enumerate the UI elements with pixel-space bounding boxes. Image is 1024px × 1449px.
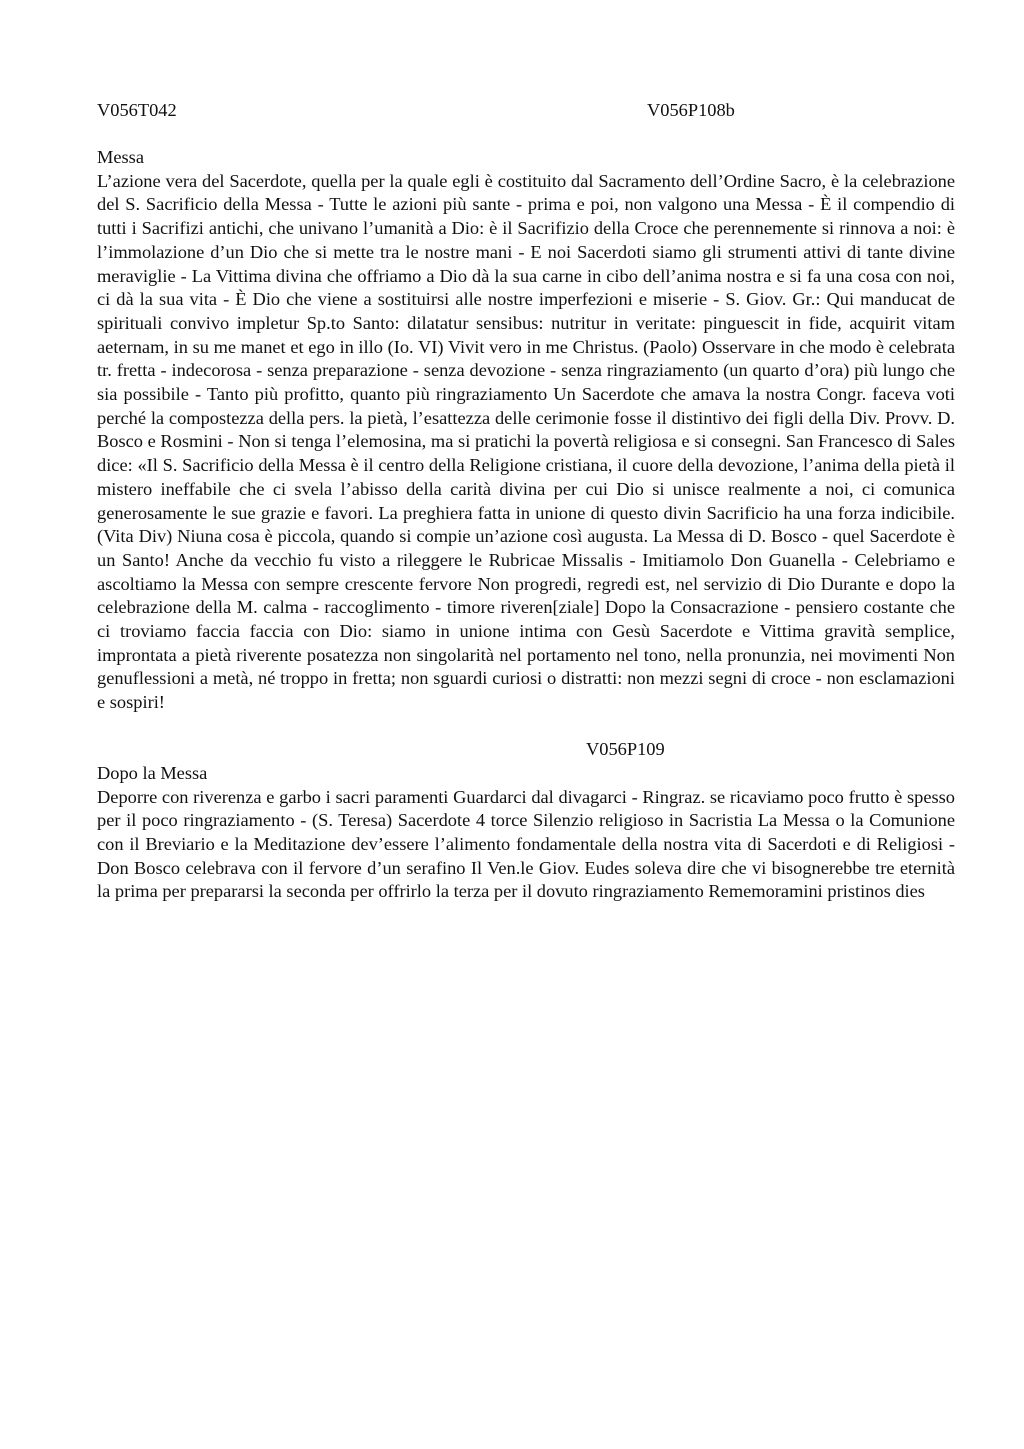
section-body-dopo-la-messa: Deporre con riverenza e garbo i sacri paramenti Guardarci dal divagarci - Ringraz. se ricaviamo poco frutto è spesso per il poco ringraziamento - (S. Teresa) Sacerdote 4 torce Silenzio religioso in Sacristia La Messa o la Comunione con il Breviario e la Meditazione dev’essere l’alimento fondamentale della nostra vita di Sacerdoti e di Religiosi - Don Bosco celebrava con il fervore d’un serafino Il Ven.le Giov. Eudes soleva dire che vi bisognerebbe tre eternità la prima per prepararsi la seconda per offrirlo la terza per il dovuto ringraziamento Rememoramini pristinos dies <box>97 786 955 902</box>
page-id-label-2: V056P109 <box>586 738 665 759</box>
section-title-messa: Messa <box>97 147 144 167</box>
page-id-label: V056P108b <box>647 100 735 120</box>
section-body-messa: L’azione vera del Sacerdote, quella per la quale egli è costituito dal Sacramento dell’Ordine Sacro, è la celebrazione del S. Sacrificio della Messa - Tutte le azioni più sante - prima e poi, non valgono una Messa - È il compendio di tutti i Sacrifizi antichi, che univano l’umanità a Dio: è il Sacrifizio della Croce che perennemente si rinnova a noi: è l’immolazione d’un Dio che si mette tra le nostre mani - E noi Sacerdoti siamo gli strumenti attivi di tante divine meraviglie - La Vittima divina che offriamo a Dio dà la sua carne in cibo dell’anima nostra e si fa una cosa con noi, ci dà la sua vita - È Dio che viene a sostituirsi alle nostre imperfezioni e miserie - S. Giov. Gr.: Qui manducat de spirituali convivo impletur Sp.to Santo: dilatatur sensibus: nutritur in veritate: pinguescit in fide, acquirit vitam aeternam, in su me manet et ego in illo (Io. VI) Vivit vero in me Christus. (Paolo) Osservare in che modo è celebrata tr. fretta - indecorosa - senza preparazione - senza devozione - senza ringraziamento (un quarto d’ora) più lungo che sia possibile - Tanto più profitto, quanto più ringraziamento Un Sacerdote che amava la nostra Congr. faceva voti perché la compostezza della pers. la pietà, l’esattezza delle cerimonie fosse il distintivo dei figli della Div. Provv. D. Bosco e Rosmini - Non si tenga l’elemosina, ma si pratichi la povertà religiosa e si consegni. San Francesco di Sales dice: «Il S. Sacrificio della Messa è il centro della Religione cristiana, il cuore della devozione, l’anima della pietà il mistero ineffabile che ci svela l’abisso della carità divina per cui Dio si unisce realmente a noi, ci comunica generosamente le sue grazie e favori. La preghiera fatta in unione di questo divin Sacrificio ha una forza indicibile. (Vita Div) Niuna cosa è piccola, quando si compie un’azione così augusta. La Messa di D. Bosco - quel Sacerdote è un Santo! Anche da vecchio fu visto a rileggere le Rubricae Missalis - Imitiamolo Don Guanella - Celebriamo e ascoltiamo la Messa con sempre crescente fervore Non progredi, regredi est, nel servizio di Dio Durante e dopo la celebrazione della M. calma - raccoglimento - timore riveren[ziale] Dopo la Consacrazione - pensiero costante che ci troviamo faccia faccia con Dio: siamo in unione intima con Gesù Sacerdote e Vittima gravità semplice, improntata a pietà riverente posatezza non singolarità nel portamento nel tono, nella pronunzia, nei movimenti Non genuflessioni a metà, né troppo in fretta; non sguardi curiosi o distratti: non mezzi segni di croce - non esclamazioni e sospiri! <box>97 170 955 713</box>
page-marker-row <box>97 736 955 762</box>
section-title-dopo-la-messa: Dopo la Messa <box>97 762 208 783</box>
page-header <box>97 96 955 124</box>
document-page <box>97 96 955 904</box>
document-id: V056T042 <box>97 100 177 120</box>
